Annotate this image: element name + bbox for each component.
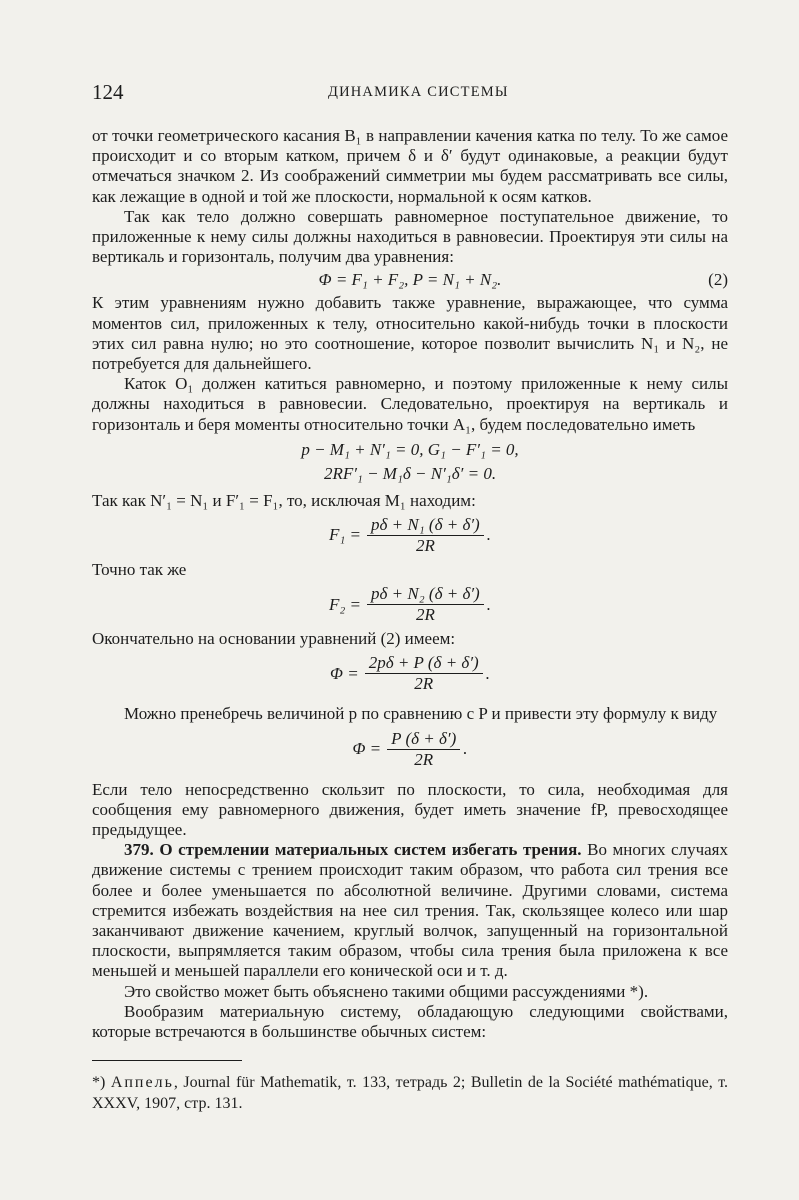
equation-dot: . bbox=[486, 525, 491, 545]
equation-dot: . bbox=[463, 739, 468, 759]
equation-system-line-2: 2RF′₁ − M₁δ − N′₁δ′ = 0. bbox=[323, 463, 497, 483]
equation-phi-full-lhs: Φ = bbox=[330, 663, 359, 683]
equation-phi-full bbox=[92, 653, 728, 694]
equation-2-body: Φ = F₁ + F₂, P = N₁ + N₂. bbox=[318, 270, 502, 290]
fraction-numerator: pδ + N₂ (δ + δ′) bbox=[367, 584, 484, 605]
paragraph-continuation: от точки геометрического касания B₁ в направлении качения катка по телу. То же самое происходит и со вторым катком, причем δ и δ′ будут одинаковые, а реакции будут отмечаться значком 2. Из соображений симметрии мы будем рассматривать все силы, как лежащие в одной и той же плоскости, нормальной к осям катков. bbox=[92, 126, 728, 206]
equation-phi-simplified bbox=[92, 729, 728, 770]
footnote-divider bbox=[92, 1060, 242, 1061]
page-header bbox=[92, 80, 728, 110]
equation-system-line-1: p − M₁ + N′₁ = 0, G₁ − F′₁ = 0, bbox=[301, 439, 519, 459]
fraction-numerator: 2pδ + P (δ + δ′) bbox=[365, 653, 483, 674]
fraction-numerator: pδ + N₁ (δ + δ′) bbox=[367, 515, 484, 536]
page-body bbox=[92, 126, 728, 1042]
paragraph-property: Это свойство может быть объяснено такими общими рассуждениями *). bbox=[124, 981, 649, 1001]
paragraph-substitution: Так как N′₁ = N₁ и F′₁ = F₁, то, исключая M₁ находим: bbox=[92, 490, 476, 510]
fraction bbox=[365, 653, 483, 694]
section-379 bbox=[92, 840, 728, 981]
paragraph-equilibrium: Так как тело должно совершать равномерное поступательное движение, то приложенные к нему силы должны находиться в равновесии. Проектируя эти силы на вертикаль и горизонталь, получим два уравнения: bbox=[92, 206, 728, 267]
running-title: ДИНАМИКА СИСТЕМЫ bbox=[328, 84, 509, 100]
paragraph-similarly: Точно так же bbox=[92, 560, 187, 580]
equation-number: (2) bbox=[708, 270, 728, 290]
footnote-marker: *) bbox=[92, 1074, 111, 1091]
section-body: Во многих случаях движение системы с трением происходит таким образом, что работа сил трения все более и более уменьшается по абсолютной величине. Другими словами, система стремится избежать воздействия на нее сил трения. Так, скользящее колесо или шар заканчивают движение качением, круглый волчок, запущенный на горизонтальной плоскости, выпрямляется таким образом, чтобы сила трения была приложена к все меньшей и меньшей параллели его конической оси и т. д. bbox=[92, 840, 728, 981]
paragraph-roller: Каток O₁ должен катиться равномерно, и поэтому приложенные к нему силы должны находиться в равновесии. Следовательно, проектируя на вертикаль и горизонталь и беря моменты относительно точки A₁, будем последовательно иметь bbox=[92, 374, 728, 434]
fraction-denominator: 2R bbox=[415, 536, 435, 556]
equation-phi-simplified-lhs: Φ = bbox=[352, 739, 382, 759]
paragraph-imagine: Вообразим материальную систему, обладающую следующими свойствами, которые встречаются в большинстве обычных систем: bbox=[92, 1001, 728, 1042]
fraction bbox=[367, 515, 484, 556]
section-heading: 379. О стремлении материальных систем избегать трения. bbox=[124, 840, 582, 860]
footnote bbox=[92, 1072, 728, 1114]
footnote-text: , Journal für Mathematik, т. 133, тетрадь 2; Bulletin de la Société mathématique, т. XXXV, 1907, стр. 131. bbox=[92, 1074, 729, 1112]
equation-f2 bbox=[92, 584, 728, 625]
fraction bbox=[387, 729, 460, 770]
fraction-denominator: 2R bbox=[415, 605, 435, 625]
fraction-denominator: 2R bbox=[414, 749, 434, 769]
fraction-denominator: 2R bbox=[414, 674, 434, 694]
paragraph-moments: К этим уравнениям нужно добавить также уравнение, выражающее, что сумма моментов сил, приложенных к телу, относительно какой-нибудь точки в плоскости этих сил равна нулю; но это соотношение, которое позволит вычислить N₁ и N₂, не потребуется для дальнейшего. bbox=[92, 293, 728, 374]
paragraph-neglect: Можно пренебречь величиной p по сравнению с P и привести эту формулу к виду bbox=[124, 704, 718, 724]
equation-system bbox=[92, 439, 728, 485]
fraction bbox=[367, 584, 484, 625]
footnote-author: Аппель bbox=[110, 1074, 174, 1091]
page-number: 124 bbox=[92, 80, 124, 104]
equation-dot: . bbox=[485, 663, 490, 683]
equation-f2-lhs: F₂ = bbox=[329, 594, 362, 614]
equation-dot: . bbox=[486, 594, 491, 614]
paragraph-finally: Окончательно на основании уравнений (2) имеем: bbox=[92, 629, 456, 649]
equation-2 bbox=[92, 269, 728, 291]
equation-f1 bbox=[92, 515, 728, 556]
fraction-numerator: P (δ + δ′) bbox=[387, 729, 460, 750]
paragraph-sliding: Если тело непосредственно скользит по плоскости, то сила, необходимая для сообщения ему равномерного движения, будет иметь значение fP, превосходящее предыдущее. bbox=[92, 779, 728, 840]
equation-f1-lhs: F₁ = bbox=[329, 525, 362, 545]
